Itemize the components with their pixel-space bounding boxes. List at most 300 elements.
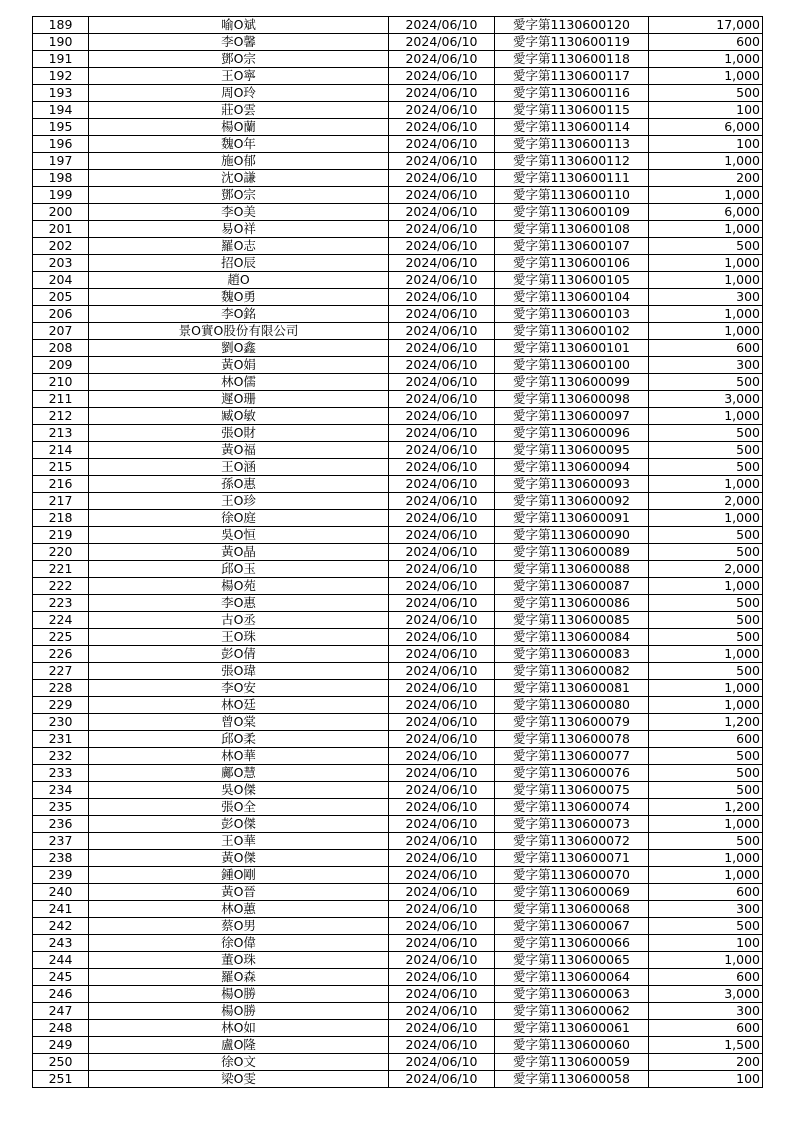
row-number-cell: 239 — [33, 867, 89, 884]
row-number-cell: 236 — [33, 816, 89, 833]
donor-name-cell: 王O寧 — [89, 68, 389, 85]
receipt-number-cell: 愛字第1130600095 — [495, 442, 649, 459]
table-row — [33, 561, 763, 578]
table-row — [33, 646, 763, 663]
table-row — [33, 85, 763, 102]
table-row — [33, 799, 763, 816]
row-number-cell: 249 — [33, 1037, 89, 1054]
table-row — [33, 289, 763, 306]
receipt-number-cell: 愛字第1130600117 — [495, 68, 649, 85]
donation-amount-cell: 500 — [649, 544, 763, 561]
table-row — [33, 1037, 763, 1054]
row-number-cell: 202 — [33, 238, 89, 255]
receipt-date-cell: 2024/06/10 — [389, 697, 495, 714]
row-number-cell: 230 — [33, 714, 89, 731]
table-row — [33, 544, 763, 561]
donor-name-cell: 張O瑋 — [89, 663, 389, 680]
donation-amount-cell: 1,000 — [649, 51, 763, 68]
row-number-cell: 223 — [33, 595, 89, 612]
receipt-number-cell: 愛字第1130600078 — [495, 731, 649, 748]
donation-amount-cell: 100 — [649, 102, 763, 119]
receipt-number-cell: 愛字第1130600100 — [495, 357, 649, 374]
table-row — [33, 170, 763, 187]
receipt-number-cell: 愛字第1130600119 — [495, 34, 649, 51]
row-number-cell: 204 — [33, 272, 89, 289]
row-number-cell: 245 — [33, 969, 89, 986]
donor-name-cell: 羅O志 — [89, 238, 389, 255]
row-number-cell: 213 — [33, 425, 89, 442]
row-number-cell: 251 — [33, 1071, 89, 1088]
receipt-number-cell: 愛字第1130600059 — [495, 1054, 649, 1071]
donation-amount-cell: 500 — [649, 629, 763, 646]
receipt-date-cell: 2024/06/10 — [389, 952, 495, 969]
receipt-number-cell: 愛字第1130600115 — [495, 102, 649, 119]
row-number-cell: 197 — [33, 153, 89, 170]
table-row — [33, 1071, 763, 1088]
donation-amount-cell: 300 — [649, 1003, 763, 1020]
receipt-date-cell: 2024/06/10 — [389, 748, 495, 765]
receipt-date-cell: 2024/06/10 — [389, 595, 495, 612]
donor-name-cell: 周O玲 — [89, 85, 389, 102]
donation-amount-cell: 500 — [649, 442, 763, 459]
receipt-number-cell: 愛字第1130600113 — [495, 136, 649, 153]
table-row — [33, 697, 763, 714]
donor-name-cell: 徐O庭 — [89, 510, 389, 527]
donor-name-cell: 黃O娟 — [89, 357, 389, 374]
receipt-number-cell: 愛字第1130600090 — [495, 527, 649, 544]
row-number-cell: 250 — [33, 1054, 89, 1071]
row-number-cell: 238 — [33, 850, 89, 867]
donation-amount-cell: 500 — [649, 238, 763, 255]
donation-amount-cell: 300 — [649, 357, 763, 374]
receipt-date-cell: 2024/06/10 — [389, 646, 495, 663]
donor-name-cell: 王O華 — [89, 833, 389, 850]
receipt-number-cell: 愛字第1130600114 — [495, 119, 649, 136]
table-row — [33, 187, 763, 204]
receipt-date-cell: 2024/06/10 — [389, 612, 495, 629]
row-number-cell: 208 — [33, 340, 89, 357]
donor-name-cell: 彭O倩 — [89, 646, 389, 663]
donor-name-cell: 沈O謙 — [89, 170, 389, 187]
receipt-date-cell: 2024/06/10 — [389, 1054, 495, 1071]
table-row — [33, 68, 763, 85]
row-number-cell: 248 — [33, 1020, 89, 1037]
receipt-date-cell: 2024/06/10 — [389, 527, 495, 544]
receipt-number-cell: 愛字第1130600072 — [495, 833, 649, 850]
donation-amount-cell: 600 — [649, 340, 763, 357]
donation-amount-cell: 500 — [649, 918, 763, 935]
donor-name-cell: 黃O晶 — [89, 544, 389, 561]
receipt-date-cell: 2024/06/10 — [389, 833, 495, 850]
table-row — [33, 136, 763, 153]
receipt-number-cell: 愛字第1130600102 — [495, 323, 649, 340]
donation-amount-cell: 1,000 — [649, 408, 763, 425]
donor-name-cell: 施O郁 — [89, 153, 389, 170]
receipt-date-cell: 2024/06/10 — [389, 34, 495, 51]
donor-name-cell: 楊O苑 — [89, 578, 389, 595]
donation-amount-cell: 500 — [649, 85, 763, 102]
receipt-number-cell: 愛字第1130600112 — [495, 153, 649, 170]
table-row — [33, 221, 763, 238]
donation-amount-cell: 1,000 — [649, 187, 763, 204]
row-number-cell: 210 — [33, 374, 89, 391]
receipt-date-cell: 2024/06/10 — [389, 986, 495, 1003]
donor-name-cell: 盧O隆 — [89, 1037, 389, 1054]
donor-name-cell: 黃O傑 — [89, 850, 389, 867]
donation-amount-cell: 300 — [649, 901, 763, 918]
donation-amount-cell: 3,000 — [649, 391, 763, 408]
receipt-date-cell: 2024/06/10 — [389, 578, 495, 595]
receipt-date-cell: 2024/06/10 — [389, 629, 495, 646]
row-number-cell: 207 — [33, 323, 89, 340]
row-number-cell: 191 — [33, 51, 89, 68]
receipt-number-cell: 愛字第1130600077 — [495, 748, 649, 765]
row-number-cell: 218 — [33, 510, 89, 527]
donor-name-cell: 鍾O剛 — [89, 867, 389, 884]
donor-name-cell: 鄧O宗 — [89, 51, 389, 68]
donation-amount-cell: 1,000 — [649, 68, 763, 85]
receipt-number-cell: 愛字第1130600075 — [495, 782, 649, 799]
table-row — [33, 153, 763, 170]
donation-amount-cell: 1,000 — [649, 255, 763, 272]
row-number-cell: 237 — [33, 833, 89, 850]
donor-name-cell: 邱O柔 — [89, 731, 389, 748]
receipt-number-cell: 愛字第1130600083 — [495, 646, 649, 663]
table-row — [33, 323, 763, 340]
receipt-date-cell: 2024/06/10 — [389, 442, 495, 459]
receipt-date-cell: 2024/06/10 — [389, 663, 495, 680]
donor-name-cell: 劉O鑫 — [89, 340, 389, 357]
row-number-cell: 203 — [33, 255, 89, 272]
table-row — [33, 969, 763, 986]
receipt-date-cell: 2024/06/10 — [389, 1071, 495, 1088]
table-row — [33, 1003, 763, 1020]
row-number-cell: 214 — [33, 442, 89, 459]
donation-amount-cell: 1,000 — [649, 153, 763, 170]
donor-name-cell: 臧O敏 — [89, 408, 389, 425]
table-row — [33, 119, 763, 136]
table-row — [33, 408, 763, 425]
receipt-number-cell: 愛字第1130600066 — [495, 935, 649, 952]
donor-name-cell: 羅O森 — [89, 969, 389, 986]
row-number-cell: 243 — [33, 935, 89, 952]
receipt-date-cell: 2024/06/10 — [389, 119, 495, 136]
table-row — [33, 578, 763, 595]
donor-name-cell: 王O涵 — [89, 459, 389, 476]
donor-name-cell: 吳O傑 — [89, 782, 389, 799]
receipt-number-cell: 愛字第1130600067 — [495, 918, 649, 935]
donation-amount-cell: 1,000 — [649, 510, 763, 527]
receipt-number-cell: 愛字第1130600061 — [495, 1020, 649, 1037]
table-row — [33, 204, 763, 221]
receipt-date-cell: 2024/06/10 — [389, 544, 495, 561]
receipt-number-cell: 愛字第1130600105 — [495, 272, 649, 289]
row-number-cell: 205 — [33, 289, 89, 306]
receipt-number-cell: 愛字第1130600073 — [495, 816, 649, 833]
donor-name-cell: 董O珠 — [89, 952, 389, 969]
table-row — [33, 731, 763, 748]
donor-name-cell: 林O蕙 — [89, 901, 389, 918]
receipt-number-cell: 愛字第1130600058 — [495, 1071, 649, 1088]
table-row — [33, 34, 763, 51]
receipt-date-cell: 2024/06/10 — [389, 289, 495, 306]
receipt-date-cell: 2024/06/10 — [389, 170, 495, 187]
receipt-date-cell: 2024/06/10 — [389, 85, 495, 102]
donation-amount-cell: 600 — [649, 731, 763, 748]
donation-amount-cell: 1,000 — [649, 221, 763, 238]
receipt-date-cell: 2024/06/10 — [389, 561, 495, 578]
donation-amount-cell: 3,000 — [649, 986, 763, 1003]
table-row — [33, 493, 763, 510]
receipt-date-cell: 2024/06/10 — [389, 17, 495, 34]
table-row — [33, 255, 763, 272]
donor-name-cell: 鄧O宗 — [89, 187, 389, 204]
receipt-number-cell: 愛字第1130600091 — [495, 510, 649, 527]
row-number-cell: 229 — [33, 697, 89, 714]
row-number-cell: 240 — [33, 884, 89, 901]
receipt-number-cell: 愛字第1130600116 — [495, 85, 649, 102]
table-row — [33, 782, 763, 799]
table-row — [33, 748, 763, 765]
table-row — [33, 374, 763, 391]
donation-amount-cell: 500 — [649, 374, 763, 391]
row-number-cell: 195 — [33, 119, 89, 136]
row-number-cell: 192 — [33, 68, 89, 85]
receipt-date-cell: 2024/06/10 — [389, 459, 495, 476]
receipt-number-cell: 愛字第1130600085 — [495, 612, 649, 629]
row-number-cell: 194 — [33, 102, 89, 119]
receipt-number-cell: 愛字第1130600081 — [495, 680, 649, 697]
receipt-date-cell: 2024/06/10 — [389, 816, 495, 833]
donor-name-cell: 孫O惠 — [89, 476, 389, 493]
receipt-number-cell: 愛字第1130600099 — [495, 374, 649, 391]
receipt-number-cell: 愛字第1130600082 — [495, 663, 649, 680]
donation-amount-cell: 500 — [649, 765, 763, 782]
row-number-cell: 247 — [33, 1003, 89, 1020]
receipt-date-cell: 2024/06/10 — [389, 153, 495, 170]
donor-name-cell: 李O安 — [89, 680, 389, 697]
row-number-cell: 228 — [33, 680, 89, 697]
row-number-cell: 196 — [33, 136, 89, 153]
receipt-number-cell: 愛字第1130600063 — [495, 986, 649, 1003]
receipt-number-cell: 愛字第1130600096 — [495, 425, 649, 442]
receipt-date-cell: 2024/06/10 — [389, 102, 495, 119]
donation-amount-cell: 1,000 — [649, 680, 763, 697]
donor-name-cell: 黃O福 — [89, 442, 389, 459]
donor-name-cell: 鄺O慧 — [89, 765, 389, 782]
receipt-number-cell: 愛字第1130600074 — [495, 799, 649, 816]
receipt-number-cell: 愛字第1130600110 — [495, 187, 649, 204]
donation-amount-cell: 1,000 — [649, 850, 763, 867]
receipt-date-cell: 2024/06/10 — [389, 323, 495, 340]
table-body — [33, 17, 763, 1088]
receipt-number-cell: 愛字第1130600080 — [495, 697, 649, 714]
donor-name-cell: 林O儒 — [89, 374, 389, 391]
table-row — [33, 476, 763, 493]
receipt-date-cell: 2024/06/10 — [389, 901, 495, 918]
receipt-date-cell: 2024/06/10 — [389, 680, 495, 697]
donor-name-cell: 彭O傑 — [89, 816, 389, 833]
table-row — [33, 357, 763, 374]
row-number-cell: 224 — [33, 612, 89, 629]
receipt-number-cell: 愛字第1130600069 — [495, 884, 649, 901]
row-number-cell: 209 — [33, 357, 89, 374]
receipt-number-cell: 愛字第1130600103 — [495, 306, 649, 323]
receipt-date-cell: 2024/06/10 — [389, 51, 495, 68]
donor-name-cell: 林O華 — [89, 748, 389, 765]
receipt-number-cell: 愛字第1130600088 — [495, 561, 649, 578]
donation-amount-cell: 6,000 — [649, 204, 763, 221]
receipt-date-cell: 2024/06/10 — [389, 476, 495, 493]
receipt-number-cell: 愛字第1130600109 — [495, 204, 649, 221]
donation-amount-cell: 1,000 — [649, 816, 763, 833]
row-number-cell: 198 — [33, 170, 89, 187]
row-number-cell: 233 — [33, 765, 89, 782]
receipt-number-cell: 愛字第1130600076 — [495, 765, 649, 782]
table-row — [33, 272, 763, 289]
receipt-date-cell: 2024/06/10 — [389, 884, 495, 901]
donation-amount-cell: 1,200 — [649, 799, 763, 816]
row-number-cell: 189 — [33, 17, 89, 34]
donation-amount-cell: 500 — [649, 663, 763, 680]
receipt-number-cell: 愛字第1130600094 — [495, 459, 649, 476]
donor-name-cell: 徐O文 — [89, 1054, 389, 1071]
receipt-number-cell: 愛字第1130600071 — [495, 850, 649, 867]
donation-amount-cell: 100 — [649, 136, 763, 153]
donation-table — [32, 16, 763, 1088]
table-row — [33, 935, 763, 952]
receipt-date-cell: 2024/06/10 — [389, 255, 495, 272]
row-number-cell: 227 — [33, 663, 89, 680]
receipt-number-cell: 愛字第1130600079 — [495, 714, 649, 731]
row-number-cell: 212 — [33, 408, 89, 425]
table-row — [33, 816, 763, 833]
row-number-cell: 226 — [33, 646, 89, 663]
donation-amount-cell: 2,000 — [649, 561, 763, 578]
receipt-number-cell: 愛字第1130600111 — [495, 170, 649, 187]
donation-amount-cell: 500 — [649, 527, 763, 544]
table-row — [33, 51, 763, 68]
row-number-cell: 215 — [33, 459, 89, 476]
row-number-cell: 211 — [33, 391, 89, 408]
receipt-number-cell: 愛字第1130600087 — [495, 578, 649, 595]
receipt-date-cell: 2024/06/10 — [389, 765, 495, 782]
donation-amount-cell: 17,000 — [649, 17, 763, 34]
donor-name-cell: 林O廷 — [89, 697, 389, 714]
receipt-date-cell: 2024/06/10 — [389, 391, 495, 408]
row-number-cell: 216 — [33, 476, 89, 493]
receipt-number-cell: 愛字第1130600118 — [495, 51, 649, 68]
row-number-cell: 222 — [33, 578, 89, 595]
donation-amount-cell: 600 — [649, 884, 763, 901]
receipt-number-cell: 愛字第1130600086 — [495, 595, 649, 612]
table-row — [33, 680, 763, 697]
table-row — [33, 867, 763, 884]
row-number-cell: 193 — [33, 85, 89, 102]
table-row — [33, 238, 763, 255]
table-row — [33, 306, 763, 323]
receipt-date-cell: 2024/06/10 — [389, 782, 495, 799]
row-number-cell: 242 — [33, 918, 89, 935]
receipt-number-cell: 愛字第1130600098 — [495, 391, 649, 408]
row-number-cell: 219 — [33, 527, 89, 544]
receipt-number-cell: 愛字第1130600062 — [495, 1003, 649, 1020]
receipt-date-cell: 2024/06/10 — [389, 1037, 495, 1054]
receipt-date-cell: 2024/06/10 — [389, 867, 495, 884]
donor-name-cell: 趙O — [89, 272, 389, 289]
donation-amount-cell: 1,000 — [649, 867, 763, 884]
table-row — [33, 884, 763, 901]
donation-amount-cell: 500 — [649, 833, 763, 850]
receipt-date-cell: 2024/06/10 — [389, 799, 495, 816]
receipt-number-cell: 愛字第1130600101 — [495, 340, 649, 357]
donation-amount-cell: 600 — [649, 969, 763, 986]
row-number-cell: 235 — [33, 799, 89, 816]
donor-name-cell: 楊O勝 — [89, 1003, 389, 1020]
table-row — [33, 901, 763, 918]
receipt-date-cell: 2024/06/10 — [389, 136, 495, 153]
donation-amount-cell: 100 — [649, 1071, 763, 1088]
donation-ledger — [32, 16, 762, 1088]
receipt-number-cell: 愛字第1130600108 — [495, 221, 649, 238]
table-row — [33, 629, 763, 646]
receipt-date-cell: 2024/06/10 — [389, 238, 495, 255]
receipt-date-cell: 2024/06/10 — [389, 510, 495, 527]
receipt-date-cell: 2024/06/10 — [389, 340, 495, 357]
table-row — [33, 102, 763, 119]
row-number-cell: 201 — [33, 221, 89, 238]
donation-amount-cell: 1,000 — [649, 697, 763, 714]
donation-amount-cell: 500 — [649, 425, 763, 442]
donor-name-cell: 景O實O股份有限公司 — [89, 323, 389, 340]
receipt-date-cell: 2024/06/10 — [389, 425, 495, 442]
table-row — [33, 459, 763, 476]
table-row — [33, 391, 763, 408]
donation-amount-cell: 500 — [649, 612, 763, 629]
table-row — [33, 663, 763, 680]
table-row — [33, 340, 763, 357]
row-number-cell: 217 — [33, 493, 89, 510]
row-number-cell: 221 — [33, 561, 89, 578]
receipt-number-cell: 愛字第1130600068 — [495, 901, 649, 918]
donation-amount-cell: 1,000 — [649, 578, 763, 595]
donation-amount-cell: 1,000 — [649, 323, 763, 340]
donation-amount-cell: 500 — [649, 748, 763, 765]
receipt-date-cell: 2024/06/10 — [389, 374, 495, 391]
receipt-number-cell: 愛字第1130600070 — [495, 867, 649, 884]
receipt-date-cell: 2024/06/10 — [389, 408, 495, 425]
table-row — [33, 1020, 763, 1037]
row-number-cell: 246 — [33, 986, 89, 1003]
donor-name-cell: 梁O雯 — [89, 1071, 389, 1088]
row-number-cell: 220 — [33, 544, 89, 561]
table-row — [33, 17, 763, 34]
receipt-date-cell: 2024/06/10 — [389, 187, 495, 204]
table-row — [33, 714, 763, 731]
receipt-date-cell: 2024/06/10 — [389, 272, 495, 289]
table-row — [33, 442, 763, 459]
receipt-number-cell: 愛字第1130600093 — [495, 476, 649, 493]
donor-name-cell: 楊O勝 — [89, 986, 389, 1003]
row-number-cell: 206 — [33, 306, 89, 323]
receipt-date-cell: 2024/06/10 — [389, 714, 495, 731]
receipt-number-cell: 愛字第1130600097 — [495, 408, 649, 425]
table-row — [33, 1054, 763, 1071]
donation-amount-cell: 500 — [649, 782, 763, 799]
receipt-date-cell: 2024/06/10 — [389, 935, 495, 952]
receipt-number-cell: 愛字第1130600106 — [495, 255, 649, 272]
donor-name-cell: 喻O斌 — [89, 17, 389, 34]
